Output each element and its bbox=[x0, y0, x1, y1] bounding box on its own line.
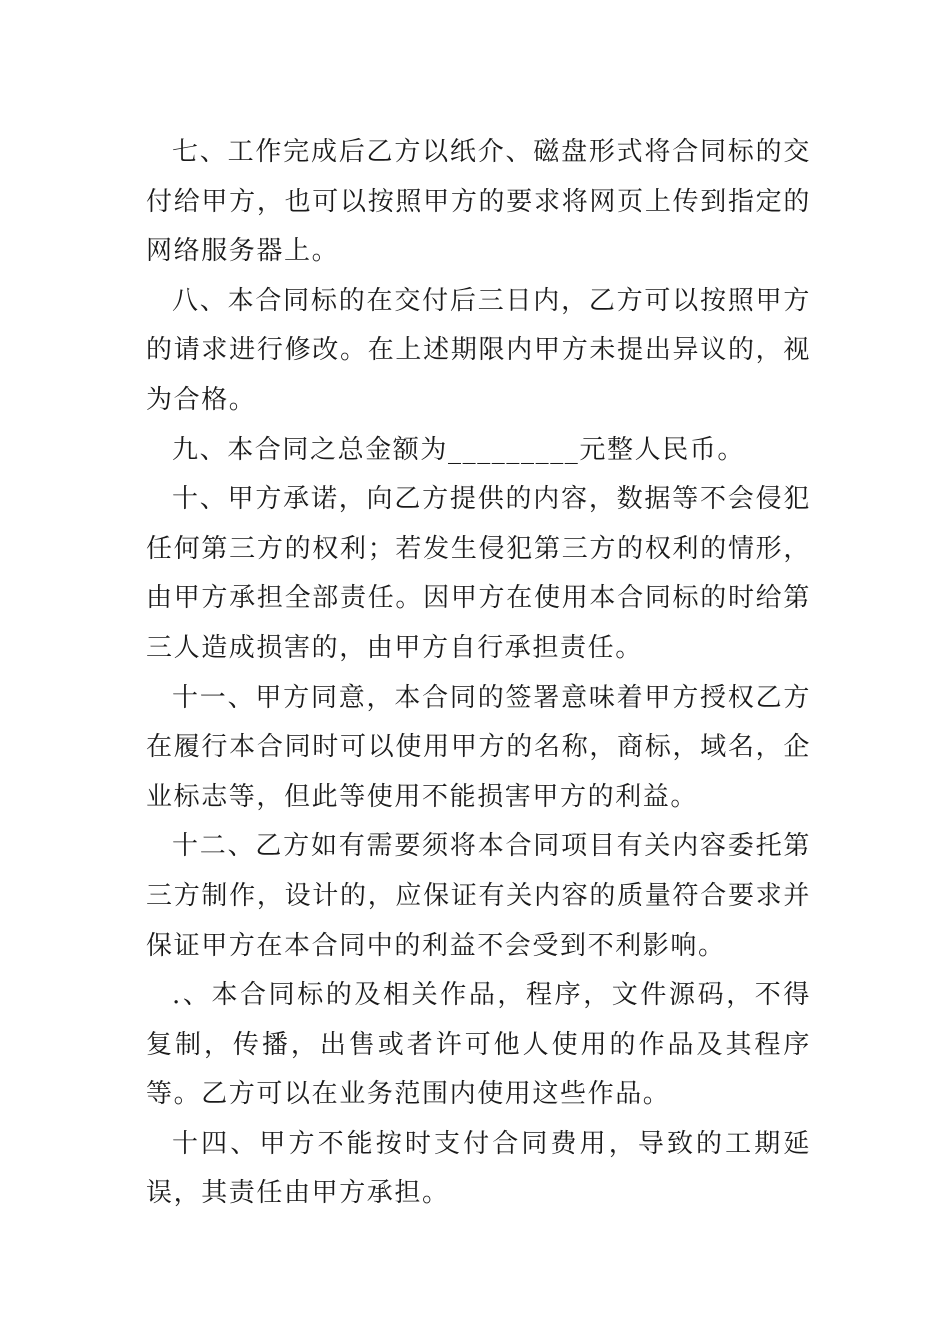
clause-11: 十一、甲方同意，本合同的签署意味着甲方授权乙方在履行本合同时可以使用甲方的名称，商标，域名，企业标志等，但此等使用不能损害甲方的利益。 bbox=[146, 682, 811, 812]
clause-13: .、本合同标的及相关作品，程序，文件源码，不得复制，传播，出售或者许可他人使用的作品及其程序等。乙方可以在业务范围内使用这些作品。 bbox=[146, 980, 811, 1110]
clause-8: 八、本合同标的在交付后三日内，乙方可以按照甲方的请求进行修改。在上述期限内甲方未提出异议的，视为合格。 bbox=[146, 285, 811, 415]
clause-9-total-amount: 九、本合同之总金额为_________元整人民币。 bbox=[172, 434, 746, 465]
clause-7: 七、工作完成后乙方以纸介、磁盘形式将合同标的交付给甲方，也可以按照甲方的要求将网页上传到指定的网络服务器上。 bbox=[146, 137, 811, 267]
clause-10: 十、甲方承诺，向乙方提供的内容，数据等不会侵犯任何第三方的权利；若发生侵犯第三方的权利的情形，由甲方承担全部责任。因甲方在使用本合同标的时给第三人造成损害的，由甲方自行承担责任。 bbox=[146, 484, 811, 663]
clause-14: 十四、甲方不能按时支付合同费用，导致的工期延误，其责任由甲方承担。 bbox=[146, 1128, 811, 1209]
clause-12: 十二、乙方如有需要须将本合同项目有关内容委托第三方制作，设计的，应保证有关内容的质量符合要求并保证甲方在本合同中的利益不会受到不利影响。 bbox=[146, 831, 811, 961]
contract-body bbox=[146, 128, 811, 1219]
